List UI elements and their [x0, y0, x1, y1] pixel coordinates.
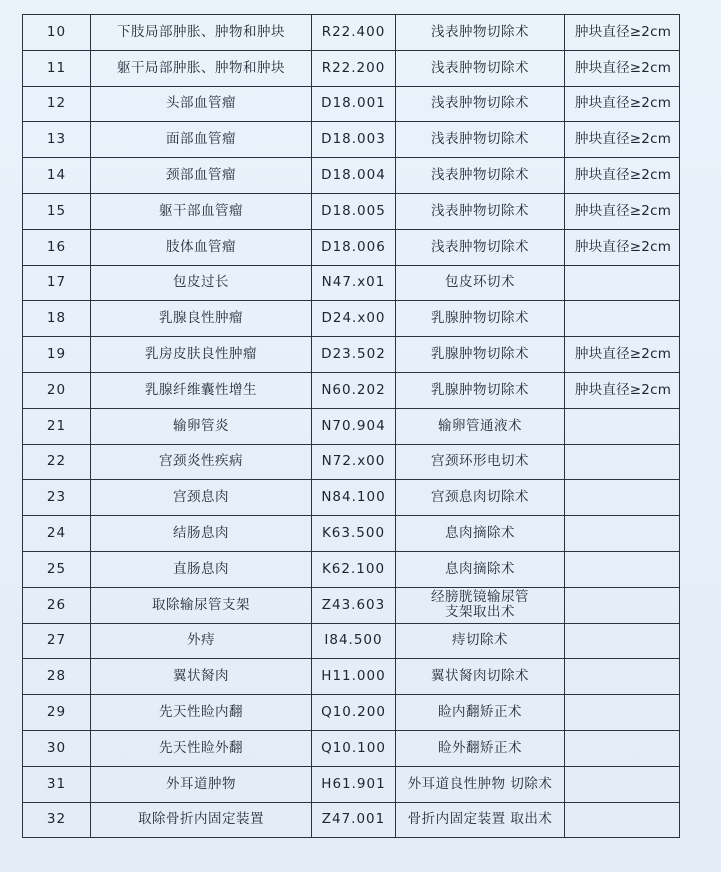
note-cell	[565, 301, 680, 337]
procedure-name-cell: 宫颈环形电切术	[396, 444, 565, 480]
diagnosis-code-cell: N84.100	[312, 480, 396, 516]
note-cell	[565, 444, 680, 480]
diagnosis-code-cell: D18.006	[312, 229, 396, 265]
procedure-name-cell: 浅表肿物切除术	[396, 229, 565, 265]
diagnosis-name-cell: 取除骨折内固定装置	[91, 802, 312, 838]
row-number-cell: 26	[23, 587, 91, 623]
table-row	[23, 372, 680, 408]
diagnosis-name-cell: 取除输尿管支架	[91, 587, 312, 623]
diagnosis-code-cell: K63.500	[312, 516, 396, 552]
procedure-name-cell: 宫颈息肉切除术	[396, 480, 565, 516]
table-row	[23, 265, 680, 301]
table-row	[23, 301, 680, 337]
row-number-cell: 17	[23, 265, 91, 301]
diagnosis-code-cell: D18.001	[312, 86, 396, 122]
note-cell: 肿块直径≥2cm	[565, 122, 680, 158]
diagnosis-code-cell: Z43.603	[312, 587, 396, 623]
diagnosis-name-cell: 结肠息肉	[91, 516, 312, 552]
table-row	[23, 551, 680, 587]
diagnosis-code-cell: R22.400	[312, 15, 396, 51]
note-cell: 肿块直径≥2cm	[565, 372, 680, 408]
table-row	[23, 50, 680, 86]
diagnosis-code-cell: D24.x00	[312, 301, 396, 337]
diagnosis-name-cell: 宫颈炎性疾病	[91, 444, 312, 480]
row-number-cell: 11	[23, 50, 91, 86]
procedure-name-cell: 痔切除术	[396, 623, 565, 659]
diagnosis-name-cell: 先天性睑内翻	[91, 695, 312, 731]
diagnosis-name-cell: 头部血管瘤	[91, 86, 312, 122]
table-row	[23, 158, 680, 194]
diagnosis-name-cell: 躯干局部肿胀、肿物和肿块	[91, 50, 312, 86]
diagnosis-code-cell: N70.904	[312, 408, 396, 444]
table-row	[23, 659, 680, 695]
procedure-name-cell: 息肉摘除术	[396, 516, 565, 552]
diagnosis-code-cell: N60.202	[312, 372, 396, 408]
note-cell	[565, 766, 680, 802]
procedure-name-cell: 骨折内固定装置 取出术	[396, 802, 565, 838]
note-cell	[565, 551, 680, 587]
note-cell	[565, 480, 680, 516]
procedure-name-cell: 浅表肿物切除术	[396, 193, 565, 229]
diagnosis-name-cell: 翼状胬肉	[91, 659, 312, 695]
table-row	[23, 15, 680, 51]
note-cell	[565, 265, 680, 301]
procedure-name-cell: 浅表肿物切除术	[396, 86, 565, 122]
procedure-name-cell: 浅表肿物切除术	[396, 15, 565, 51]
diagnosis-code-cell: N72.x00	[312, 444, 396, 480]
diagnosis-name-cell: 直肠息肉	[91, 551, 312, 587]
note-cell	[565, 695, 680, 731]
diagnosis-code-cell: H61.901	[312, 766, 396, 802]
note-cell	[565, 730, 680, 766]
procedure-name-cell: 翼状胬肉切除术	[396, 659, 565, 695]
row-number-cell: 22	[23, 444, 91, 480]
table-row	[23, 516, 680, 552]
table-row	[23, 122, 680, 158]
table-row	[23, 444, 680, 480]
note-cell	[565, 659, 680, 695]
diagnosis-code-cell: R22.200	[312, 50, 396, 86]
row-number-cell: 28	[23, 659, 91, 695]
procedure-name-cell: 浅表肿物切除术	[396, 158, 565, 194]
row-number-cell: 13	[23, 122, 91, 158]
table-row	[23, 86, 680, 122]
diagnosis-code-cell: K62.100	[312, 551, 396, 587]
row-number-cell: 32	[23, 802, 91, 838]
row-number-cell: 10	[23, 15, 91, 51]
diagnosis-name-cell: 乳房皮肤良性肿瘤	[91, 337, 312, 373]
note-cell	[565, 408, 680, 444]
procedure-name-cell: 乳腺肿物切除术	[396, 372, 565, 408]
note-cell: 肿块直径≥2cm	[565, 50, 680, 86]
row-number-cell: 24	[23, 516, 91, 552]
procedure-name-cell: 输卵管通液术	[396, 408, 565, 444]
diagnosis-name-cell: 颈部血管瘤	[91, 158, 312, 194]
row-number-cell: 23	[23, 480, 91, 516]
note-cell	[565, 802, 680, 838]
row-number-cell: 21	[23, 408, 91, 444]
procedure-name-cell: 浅表肿物切除术	[396, 122, 565, 158]
procedure-name-cell: 外耳道良性肿物 切除术	[396, 766, 565, 802]
diagnosis-code-cell: D18.005	[312, 193, 396, 229]
diagnosis-code-cell: D18.003	[312, 122, 396, 158]
note-cell: 肿块直径≥2cm	[565, 15, 680, 51]
diagnosis-code-cell: D18.004	[312, 158, 396, 194]
note-cell: 肿块直径≥2cm	[565, 158, 680, 194]
table-row	[23, 229, 680, 265]
table-row	[23, 766, 680, 802]
row-number-cell: 15	[23, 193, 91, 229]
diagnosis-code-cell: Z47.001	[312, 802, 396, 838]
diagnosis-code-cell: D23.502	[312, 337, 396, 373]
table-row	[23, 730, 680, 766]
procedure-name-cell: 乳腺肿物切除术	[396, 301, 565, 337]
diagnosis-name-cell: 躯干部血管瘤	[91, 193, 312, 229]
row-number-cell: 14	[23, 158, 91, 194]
procedure-name-cell: 息肉摘除术	[396, 551, 565, 587]
diagnosis-name-cell: 外痔	[91, 623, 312, 659]
diagnosis-code-cell: Q10.100	[312, 730, 396, 766]
diagnosis-name-cell: 下肢局部肿胀、肿物和肿块	[91, 15, 312, 51]
table-row	[23, 623, 680, 659]
procedure-name-cell: 包皮环切术	[396, 265, 565, 301]
row-number-cell: 12	[23, 86, 91, 122]
diagnosis-name-cell: 乳腺良性肿瘤	[91, 301, 312, 337]
diagnosis-name-cell: 宫颈息肉	[91, 480, 312, 516]
diagnosis-name-cell: 面部血管瘤	[91, 122, 312, 158]
row-number-cell: 16	[23, 229, 91, 265]
row-number-cell: 19	[23, 337, 91, 373]
procedure-name-cell: 经膀胱镜输尿管 支架取出术	[396, 587, 565, 623]
procedure-name-cell: 睑外翻矫正术	[396, 730, 565, 766]
diagnosis-name-cell: 乳腺纤维囊性增生	[91, 372, 312, 408]
diagnosis-code-cell: N47.x01	[312, 265, 396, 301]
table-row	[23, 193, 680, 229]
procedure-name-cell: 乳腺肿物切除术	[396, 337, 565, 373]
table-row	[23, 587, 680, 623]
table-row	[23, 408, 680, 444]
diagnosis-code-cell: H11.000	[312, 659, 396, 695]
diagnosis-name-cell: 肢体血管瘤	[91, 229, 312, 265]
row-number-cell: 30	[23, 730, 91, 766]
note-cell: 肿块直径≥2cm	[565, 193, 680, 229]
note-cell: 肿块直径≥2cm	[565, 337, 680, 373]
row-number-cell: 18	[23, 301, 91, 337]
row-number-cell: 25	[23, 551, 91, 587]
procedure-name-cell: 浅表肿物切除术	[396, 50, 565, 86]
diagnosis-name-cell: 包皮过长	[91, 265, 312, 301]
table-row	[23, 802, 680, 838]
note-cell	[565, 623, 680, 659]
procedure-table-body	[23, 15, 680, 838]
note-cell	[565, 587, 680, 623]
row-number-cell: 29	[23, 695, 91, 731]
diagnosis-code-cell: Q10.200	[312, 695, 396, 731]
table-row	[23, 695, 680, 731]
procedure-name-cell: 睑内翻矫正术	[396, 695, 565, 731]
note-cell	[565, 516, 680, 552]
table-row	[23, 337, 680, 373]
row-number-cell: 27	[23, 623, 91, 659]
table-row	[23, 480, 680, 516]
row-number-cell: 31	[23, 766, 91, 802]
note-cell: 肿块直径≥2cm	[565, 229, 680, 265]
diagnosis-name-cell: 外耳道肿物	[91, 766, 312, 802]
note-cell: 肿块直径≥2cm	[565, 86, 680, 122]
diagnosis-name-cell: 输卵管炎	[91, 408, 312, 444]
diagnosis-code-cell: I84.500	[312, 623, 396, 659]
row-number-cell: 20	[23, 372, 91, 408]
diagnosis-name-cell: 先天性睑外翻	[91, 730, 312, 766]
procedure-table	[22, 14, 680, 838]
